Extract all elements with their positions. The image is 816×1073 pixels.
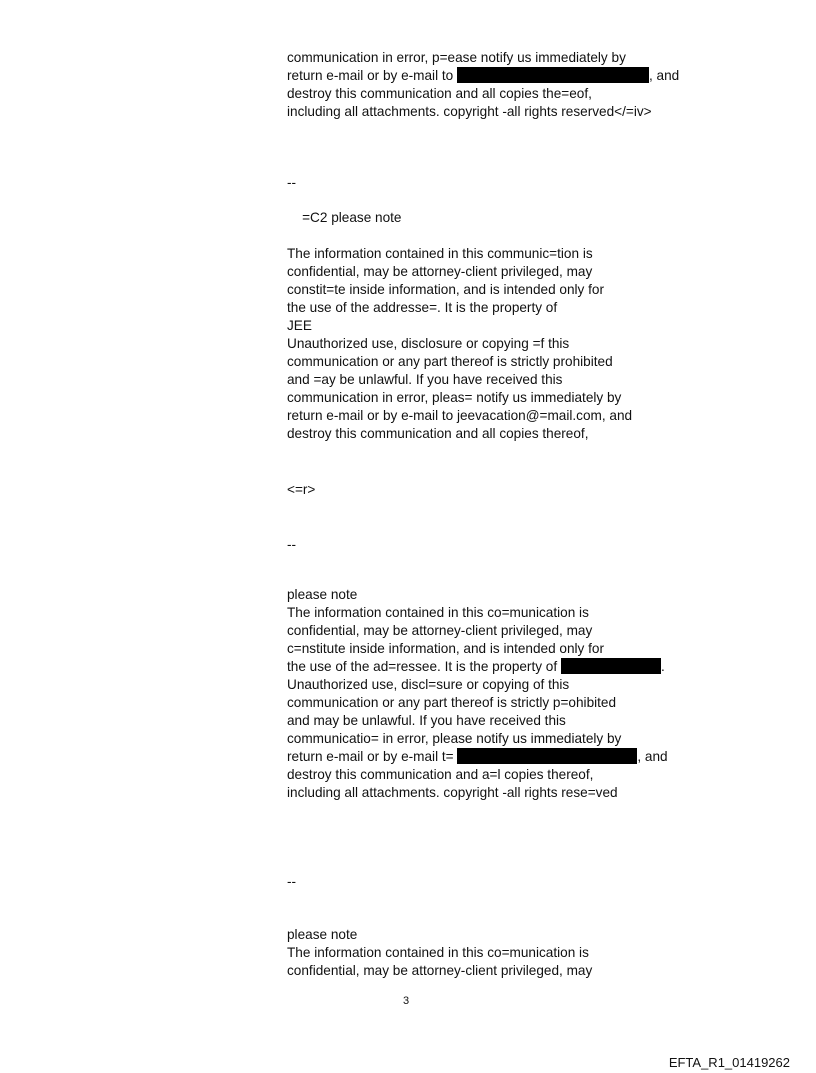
text-line <box>287 67 679 85</box>
text-fragment: return e-mail or by e-mail t= <box>287 749 458 764</box>
text-line: return e-mail or by e-mail to jeevacation@=mail.com, and <box>287 408 633 423</box>
text-line: confidential, may be attorney-client privileged, may <box>287 623 593 638</box>
text-line: including all attachments. copyright -all rights rese=ved <box>287 785 618 800</box>
disclaimer-block-4 <box>287 926 592 980</box>
text-line: Unauthorized use, discl=sure or copying of this <box>287 677 570 692</box>
heading: please note <box>287 927 358 942</box>
separator: -- <box>287 874 297 889</box>
redaction <box>561 658 661 674</box>
text-line: The information contained in this co=munication is <box>287 945 589 960</box>
text-line: confidential, may be attorney-client privileged, may <box>287 963 593 978</box>
text-fragment: the use of the ad=ressee. It is the property of <box>287 659 561 674</box>
text-fragment: , and <box>648 68 680 83</box>
text-line: the use of the addresse=. It is the property of <box>287 300 558 315</box>
text-line: destroy this communication and a=l copies thereof, <box>287 767 594 782</box>
text-fragment: , and <box>637 749 668 764</box>
disclaimer-block-2 <box>287 209 632 443</box>
heading: please note <box>287 587 358 602</box>
text-line <box>287 658 668 676</box>
redaction <box>457 67 649 83</box>
text-line: communication or any part thereof is strictly prohibited <box>287 354 613 369</box>
text-line <box>287 748 668 766</box>
text-line: The information contained in this communic=tion is <box>287 246 593 261</box>
redaction <box>457 748 637 764</box>
text-line: communication in error, pleas= notify us immediately by <box>287 390 622 405</box>
text-fragment: . <box>660 659 665 674</box>
text-line: destroy this communication and all copies the=eof, <box>287 86 592 101</box>
html-tag-text: <=r> <box>287 482 316 497</box>
text-line: and may be unlawful. If you have received this <box>287 713 566 728</box>
text-line: destroy this communication and all copies thereof, <box>287 426 589 441</box>
text-line: c=nstitute inside information, and is intended only for <box>287 641 604 656</box>
text-line: The information contained in this co=munication is <box>287 605 589 620</box>
text-line: Unauthorized use, disclosure or copying =f this <box>287 336 570 351</box>
page-number: 3 <box>403 995 410 1007</box>
separator: -- <box>287 175 297 190</box>
text-line: communication in error, p=ease notify us immediately by <box>287 50 626 65</box>
text-line: and =ay be unlawful. If you have received this <box>287 372 563 387</box>
document-id: EFTA_R1_01419262 <box>668 1055 790 1070</box>
text-line: communicatio= in error, please notify us immediately by <box>287 731 622 746</box>
text-line: confidential, may be attorney-client privileged, may <box>287 264 593 279</box>
disclaimer-block-1 <box>287 49 679 121</box>
separator: -- <box>287 537 297 552</box>
text-line: JEE <box>287 318 312 333</box>
disclaimer-block-3 <box>287 586 668 802</box>
text-fragment: return e-mail or by e-mail to <box>287 68 457 83</box>
heading <box>287 209 632 227</box>
heading-text: =C2 please note <box>302 210 402 225</box>
text-line: communication or any part thereof is strictly p=ohibited <box>287 695 617 710</box>
text-line: constit=te inside information, and is intended only for <box>287 282 604 297</box>
text-line: including all attachments. copyright -all rights reserved</=iv> <box>287 104 652 119</box>
